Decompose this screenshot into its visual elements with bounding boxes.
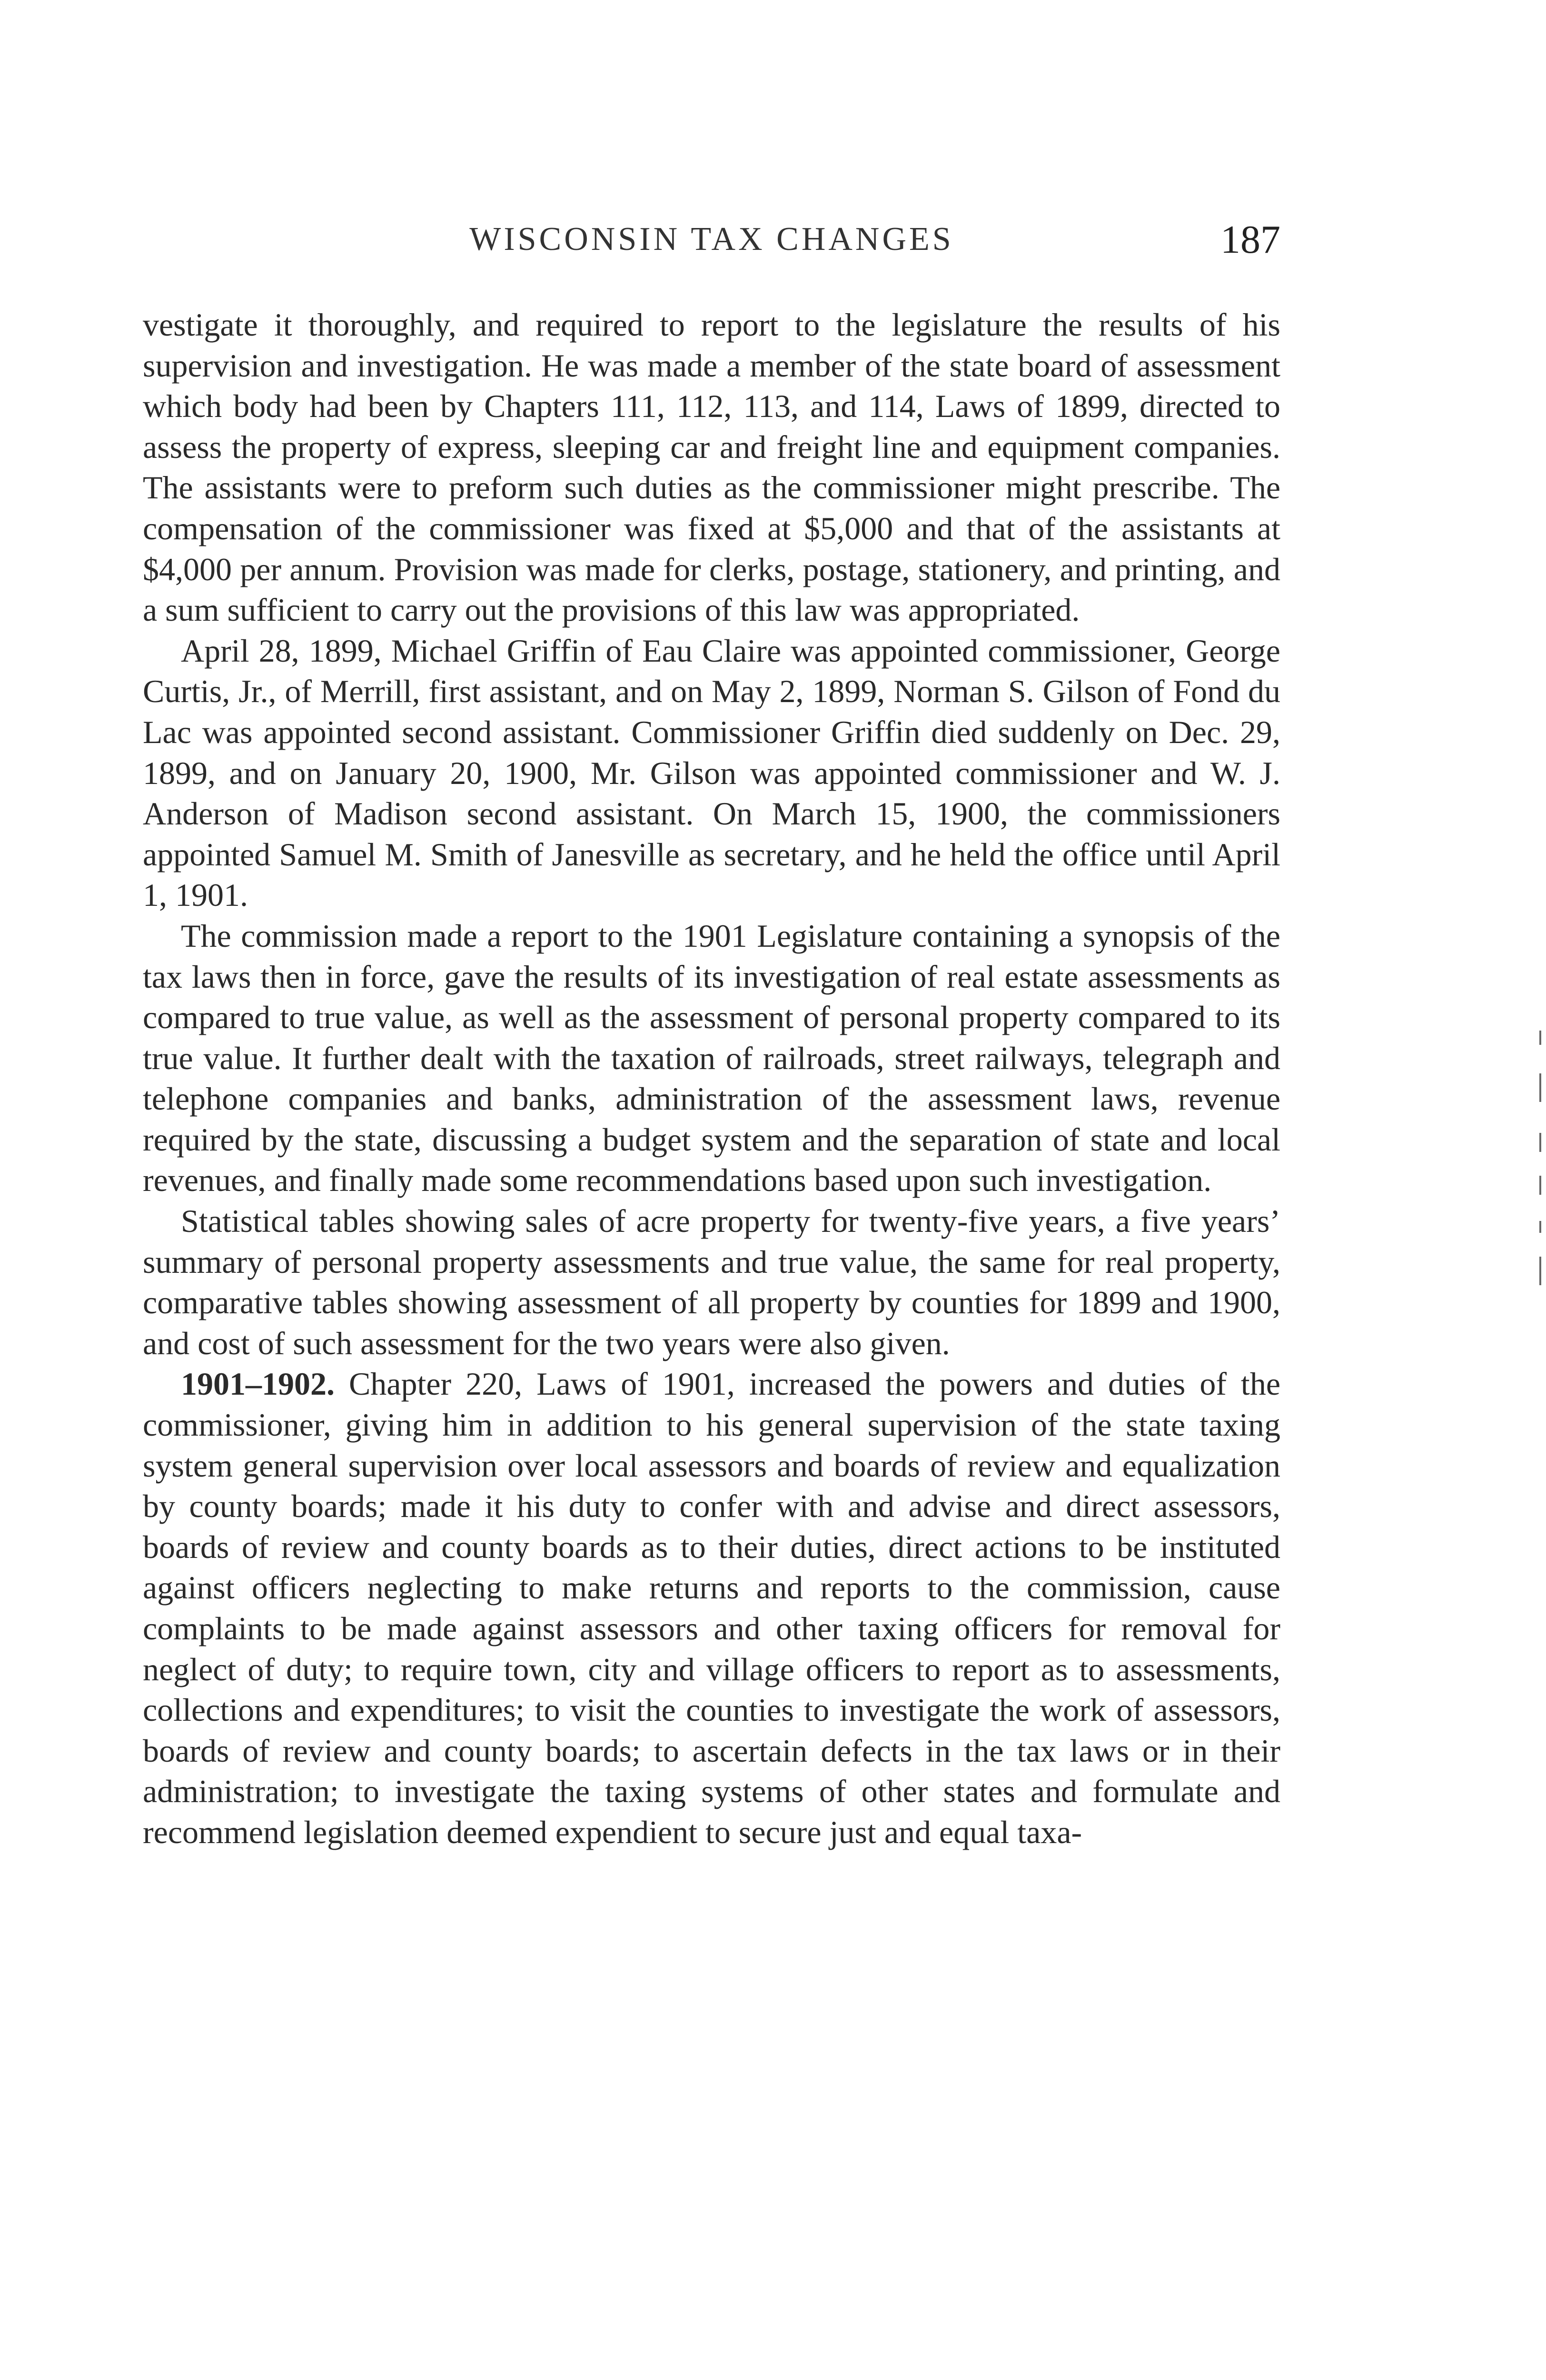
- paragraph: [143, 1364, 1280, 1853]
- paragraph: [143, 305, 1280, 631]
- running-title: WISCONSIN TAX CHANGES: [469, 221, 954, 258]
- paragraph-text: vestigate it thoroughly, and required to report to the legislature the results of his supervision and investigation. He was made a member of the state board of assessment which body had been by Chapters 111, 112, 113, and 114, Laws of 1899, directed to assess the property of express, sleeping car and freight line and equipment companies. The assistants were to preform such duties as the commissioner might prescribe. The compensation of the commissioner was fixed at $5,000 and that of the assistants at $4,000 per annum. Provision was made for clerks, postage, stationery, and printing, and a sum sufficient to carry out the provisions of this law was appropriated.: [143, 307, 1280, 628]
- paragraph-text: The commission made a report to the 1901 Legislature containing a synopsis of the tax laws then in force, gave the results of its investigation of real estate assessments as compared to true value, as well as the assessment of personal property compared to its true value. It further dealt with the taxation of railroads, street railways, telegraph and telephone companies and banks, administration of the assessment laws, revenue required by the state, discussing a budget system and the separation of state and local revenues, and finally made some recommendations based upon such investigation.: [143, 917, 1280, 1199]
- scan-margin-mark: [1539, 1133, 1541, 1152]
- scan-margin-mark: [1539, 1221, 1541, 1233]
- paragraph-text: Chapter 220, Laws of 1901, increased the powers and duties of the commissioner, giving him in addition to his general supervision of the state taxing system general supervision over local assessors and boards of review and equalization by county boards; made it his duty to confer with and advise and direct assessors, boards of review and county boards as to their duties, direct actions to be instituted against officers neglecting to make returns and reports to the commission, cause complaints to be made against assessors and other taxing officers for removal for neglect of duty; to require town, city and village officers to report as to assessments, collections and expenditures; to visit the counties to investigate the work of assessors, boards of review and county boards; to ascertain defects in the tax laws or in their administration; to investigate the taxing systems of other states and formulate and recommend legislation deemed expendient to secure just and equal taxa-: [143, 1366, 1280, 1850]
- scan-margin-mark: [1539, 1257, 1541, 1285]
- running-head: [143, 217, 1280, 269]
- paragraph: [143, 1201, 1280, 1364]
- paragraph-text: April 28, 1899, Michael Griffin of Eau Claire was appointed commissioner, George Curtis, Jr., of Merrill, first assistant, and on May 2, 1899, Norman S. Gilson of Fond du Lac was appointed second assistant. Commissioner Griffin died suddenly on Dec. 29, 1899, and on January 20, 1900, Mr. Gilson was appointed commissioner and W. J. Anderson of Madison second assistant. On March 15, 1900, the commissioners appointed Samuel M. Smith of Janesville as secretary, and he held the office until April 1, 1901.: [143, 632, 1280, 913]
- paragraph: [143, 631, 1280, 916]
- scan-margin-mark: [1539, 1176, 1541, 1195]
- section-year-heading: 1901–1902.: [181, 1366, 335, 1402]
- body-text: [143, 305, 1280, 1853]
- paragraph-text: Statistical tables showing sales of acre property for twenty-five years, a five years’ summary of personal property assessments and true value, the same for real property, comparative tables showing assessment of all property by counties for 1899 and 1900, and cost of such assessment for the two years were also given.: [143, 1203, 1280, 1361]
- scan-margin-mark: [1539, 1031, 1541, 1045]
- page-number: 187: [1220, 218, 1280, 262]
- paragraph: [143, 916, 1280, 1201]
- scan-margin-mark: [1539, 1073, 1541, 1102]
